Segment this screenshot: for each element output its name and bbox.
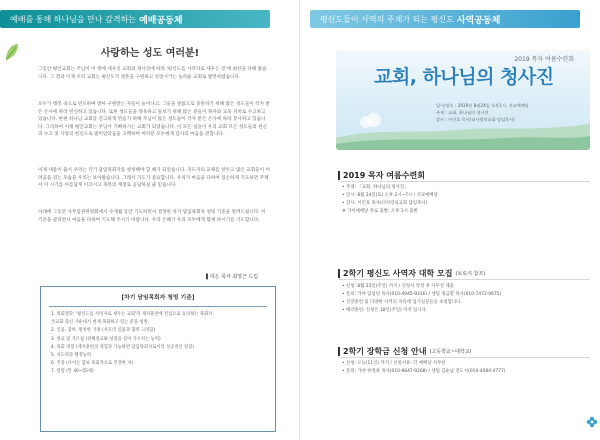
section-title-lay-college [338,268,485,279]
section-title-retreat [338,170,425,181]
list-item: • 일시: 8월 24일(토) 오후 2시~7시 / 선교예배당 [342,193,438,198]
criteria-item: 3. 설교 및 가르침 (강해설교와 성경을 깊이 가르치는 능력) [51,336,161,342]
list-item: • 강사: 이인호 목사(더사랑의교회 담임목사) [342,201,428,206]
list-item: ※ 가이에배당 자로 출발: 오후 1시 출발 [342,209,418,214]
list-item: • 문의: 가야 한정훈 목사(010-9647-9208) / 센텀 김순남 전도사(010-4084-4777) [342,369,506,374]
left-header-title: 예배공동체 [139,15,183,26]
section-title-text: 2학기 장학금 신청 안내 [343,347,427,356]
list-item: • 신앙훈련 및 다양한 사역의 자리에 섬기실분들을 초청합니다. [342,300,462,305]
section-divider [338,357,590,358]
section-title-text: 2학기 평신도 사역자 대학 모집 [343,269,453,278]
letter-paragraph: 그동안 평안교회는 주님이 이 땅에 세우신 교회의 정사진에 따라 '평신도를 사역자로 세우는 것'에 최선을 다해 왔습니다. 그 결과 이제 우리 교회는 평신도가 영혼을 구원하고 성장시키는 놀라운 교회로 발전하였습니다. [38,67,267,80]
list-item: • 예약훈련: 신청은 18일(주일) 까지 입니다. [342,308,428,313]
list-item: • 주제: 「교회, 하나님의 청사진」 [342,185,409,190]
criteria-item: 1. 목회철학: '평신도를 사역자로 세우는 교회'의 제자훈련에 전심으로 동의하는 목회자. [51,312,214,317]
criteria-item: 5. 지도력과 행정능력 [51,353,92,359]
list-item: • 신청: 오늘(11일) 까지 / 신청서류: 각 예배당 사무실 [342,361,446,366]
banner-info-line: 강사 : 이인호 목사(더사랑의교회 담임목사) [436,117,515,122]
banner-info-line: 주제 : 교회, 하나님의 청사진 [436,110,489,115]
criteria-item: 2. 인품, 겸허, 원칙한 가정 (사모의 인품과 협력 고려함) [51,328,156,334]
letter-signature: ▌대은 목자 최영근 드림 [206,274,259,280]
section-marker [338,347,340,356]
criteria-list [51,311,267,377]
landscape-illustration [336,110,590,150]
retreat-banner [336,50,590,150]
criteria-title: [차기 담임목회자 청빙 기준] [121,295,195,301]
right-header-lead: 평신도들이 사역의 주체가 되는 평신도 [320,14,454,24]
banner-title: 교회, 하나님의 청사진 [374,66,554,88]
letter-paragraph: 이제 새롭이 출시 우리는 각기 담임목회자를 청빙해야 할 때가 되었습니다. 지도자의 교체를 앞두고 많은 교회들이 어려움을 겪는 모습을 우리는 보아왔습니다. 그래서 기도가 중요합니다. 우리가 마음을 다하여 겸손하게 기도하면 주께서 이 시기를 아름답게 이끄시고 축복의 계절로 응답하실 줄 믿습니다. [38,168,270,189]
banner-subtitle: 2019 목자 여름수련회 [514,56,574,63]
criteria-divider [49,306,267,307]
banner-info-line: 일시/장소 : 2019년 8월24일 오후1시, 선교예배당 [436,103,529,108]
section-divider [338,181,590,182]
criteria-item: 6. 건강 (나이든 합류 목회적으로 건강한 자) [51,361,134,367]
right-section-header [310,10,580,28]
right-page [300,0,600,440]
flower-icon [586,416,598,428]
section-marker [338,269,340,278]
section-marker [338,171,340,180]
right-header-title: 사역공동체 [456,15,501,26]
section-title-text: 2019 목자 여름수련회 [343,171,425,180]
section-divider [338,279,590,280]
section-note: (고등학교~대학교) [429,349,472,355]
letter-paragraph: 아래에 그동안 사무임관위원회에서 수개월 동안 기도하면서 결정한 차기 담임목회자 청빙 기준을 알려드립니다. 이 기준을 살피면서 마음을 다하여 기도해 주시기 바랍니다. 우리 은혜가 우리 모두에게 함께 하시기를 기도합니다. [38,210,266,223]
letter-paragraph: 모두가 행복 속으로 빈도하며 받아 구원받는 자들이 늘어나고, 그들을 말씀으로 충만하기 위해 많은 성도들이 각자 받은 은사에 따라 헌신하고 있습니다. 또한 성도들을 양육하고 돌보기 위해 많은 분들이 목자와 교육 자치로 수고하고 있습니다. 한편 하나님 교회를 견고하게 만들기 위해 주님이 많은 성도들이 각자 받은 은사에 따라 봉사하고 있습니다. 그리하여 이제 평안교회는 주님이 기뻐하시는 교회가 되었습니다. 이 모든 일들이 우리 교회 모든 성도들의 헌신과 수고 및 사랑의 헌신으로 말미암았음을 고백하며 여러분 모두에게 감사의 마음을 전합니다. [38,102,270,138]
criteria-item: 7. 연령 (만 40~55세) [51,369,94,375]
letter-title: 사랑하는 성도 여러분! [100,48,200,59]
left-header-lead: 예배를 통해 하나님을 만나 감격하는 [10,14,137,24]
criteria-item: 4. 목회 경험 (제자훈련의 경험과 가능하면 담임목회자로서의 성공적인 경험) [51,344,194,350]
criteria-item: 본교회 출신 가운데서 현재 목회하고 있는 분을 청빙. [51,320,150,326]
section-note: (보로셔 참조) [455,271,486,277]
list-item: • 신청: 8월 25일(주일) 까지 / 신청서 작성 후 사무실 제출 [342,284,454,289]
pastor-criteria-box [40,286,276,432]
left-section-header [0,10,270,28]
list-item: • 문의: 가야 담임된 목사(010-4945-9316) / 센텀 정금환 목사(010-7472-0675) [342,292,502,297]
section-title-scholarship [338,346,471,357]
